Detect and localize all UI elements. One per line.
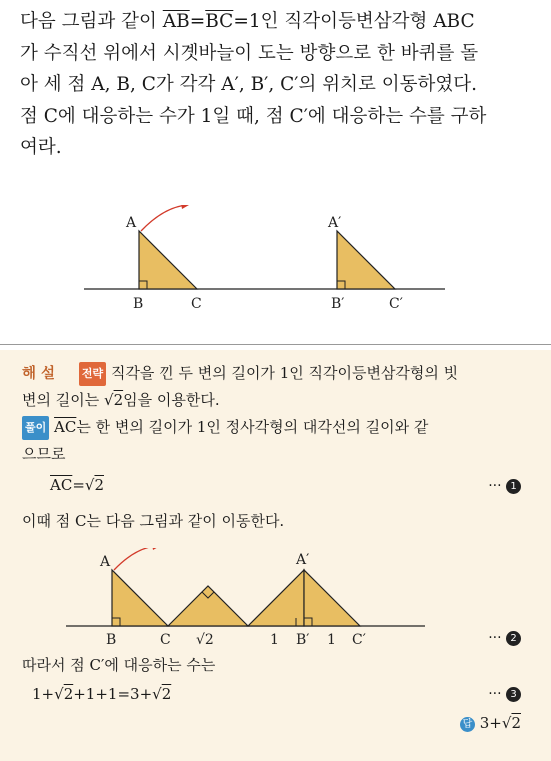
- solution-corr-line: 따라서 점 C′에 대응하는 수는: [22, 656, 216, 674]
- label2-one-a: 1: [270, 632, 279, 648]
- eq2-sqrt-1: 2: [63, 685, 74, 703]
- solve-text-1: 는 한 변의 길이가 1인 정사각형의 대각선의 길이와 같: [76, 418, 429, 436]
- rotation-arrow: [141, 205, 187, 231]
- mark-3: [488, 686, 521, 702]
- answer-sqrt: 2: [511, 714, 521, 732]
- label-a: A: [126, 215, 137, 231]
- label2-a: A: [100, 554, 111, 570]
- triangle-step-2: [168, 586, 248, 626]
- label2-one-b: 1: [327, 632, 336, 648]
- eq2-a: 1+: [32, 685, 55, 703]
- mark-3-number: 3: [506, 687, 521, 702]
- strategy-badge: 전략: [79, 362, 106, 386]
- strategy-sqrt: 2: [113, 391, 124, 409]
- triangle-step-3: [248, 570, 304, 626]
- segment-bc: $\overline{BC}$: [205, 11, 234, 32]
- segment-ab: $\overline{AB}$: [162, 11, 190, 32]
- problem-text: [20, 6, 540, 164]
- strategy-text-2b: 임을 이용한다.: [123, 391, 220, 409]
- solution-strategy-line-2: 변의 길이는 √2임을 이용한다.: [22, 391, 220, 409]
- answer-a: 3+: [479, 714, 502, 732]
- segment-ac: $\overline{AC}$: [54, 418, 77, 436]
- mark-2-number: 2: [506, 631, 521, 646]
- eq1-ac: $\overline{AC}$: [50, 476, 73, 494]
- label-b: B: [133, 296, 144, 312]
- label2-c-prime: C′: [352, 632, 366, 648]
- problem-line-5: 여라.: [20, 137, 62, 158]
- answer: 답 3+√2: [460, 714, 521, 732]
- strategy-text-1: 직각을 낀 두 변의 길이가 1인 직각이등변삼각형의 빗: [110, 364, 459, 382]
- solve-badge: 풀이: [22, 416, 49, 440]
- rotation-arrow-head: [181, 205, 189, 209]
- solution-strategy-line-1: [22, 362, 458, 386]
- rotation-arrow-2: [114, 548, 156, 570]
- mark-1-dots: ···: [488, 478, 502, 494]
- figure-1: [0, 205, 551, 325]
- mark-3-dots: ···: [488, 686, 502, 702]
- label-c: C: [191, 296, 202, 312]
- solution-move-line: 이때 점 C는 다음 그림과 같이 이동한다.: [22, 512, 285, 530]
- solution-solve-line-2: 으므로: [22, 445, 66, 463]
- mark-1-number: 1: [506, 479, 521, 494]
- eq2-b: +1+1=3+: [73, 685, 153, 703]
- label2-b: B: [106, 632, 117, 648]
- label-b-prime: B′: [331, 296, 345, 312]
- equals-sign: =: [189, 11, 206, 32]
- eq1-sqrt: 2: [94, 476, 104, 494]
- label2-sqrt2: √2: [196, 632, 214, 648]
- problem-line-1: [20, 6, 540, 38]
- solution-panel: [0, 350, 551, 761]
- label-a-prime: A′: [328, 215, 342, 231]
- mark-2: [488, 630, 521, 646]
- problem-line-1-rest: =1인 직각이등변삼각형 ABC: [233, 11, 475, 32]
- eq1-equals: =: [72, 476, 85, 494]
- solution-heading: 해 설: [22, 366, 56, 382]
- label2-b-prime: B′: [296, 632, 310, 648]
- solution-solve-line-1: [22, 416, 428, 440]
- figure-2: [0, 548, 551, 650]
- label2-a-prime: A′: [296, 552, 310, 568]
- eq2-sqrt-2: 2: [161, 685, 172, 703]
- problem-line-1-a: 다음 그림과 같이: [20, 11, 163, 32]
- answer-badge: 답: [460, 717, 475, 732]
- label-c-prime: C′: [389, 296, 403, 312]
- triangle-abc: [139, 231, 197, 289]
- equation-2: 1+√2+1+1=3+√2: [32, 685, 172, 703]
- rotation-arrow-2-head: [152, 548, 160, 550]
- strategy-text-2a: 변의 길이는: [22, 391, 104, 409]
- equation-1: $\overline{AC}=√2$: [50, 476, 104, 494]
- mark-1: [488, 478, 521, 494]
- problem-line-2: 가 수직선 위에서 시곗바늘이 도는 방향으로 한 바퀴를 돌: [20, 42, 479, 64]
- problem-line-3: 아 세 점 A, B, C가 각각 A′, B′, C′의 위치로 이동하였다.: [20, 74, 477, 95]
- problem-line-4: 점 C에 대응하는 수가 1일 때, 점 C′에 대응하는 수를 구하: [20, 105, 487, 127]
- label2-c: C: [160, 632, 171, 648]
- mark-2-dots: ···: [488, 630, 502, 646]
- section-divider: [0, 344, 551, 345]
- triangle-a2b2c2: [337, 231, 395, 289]
